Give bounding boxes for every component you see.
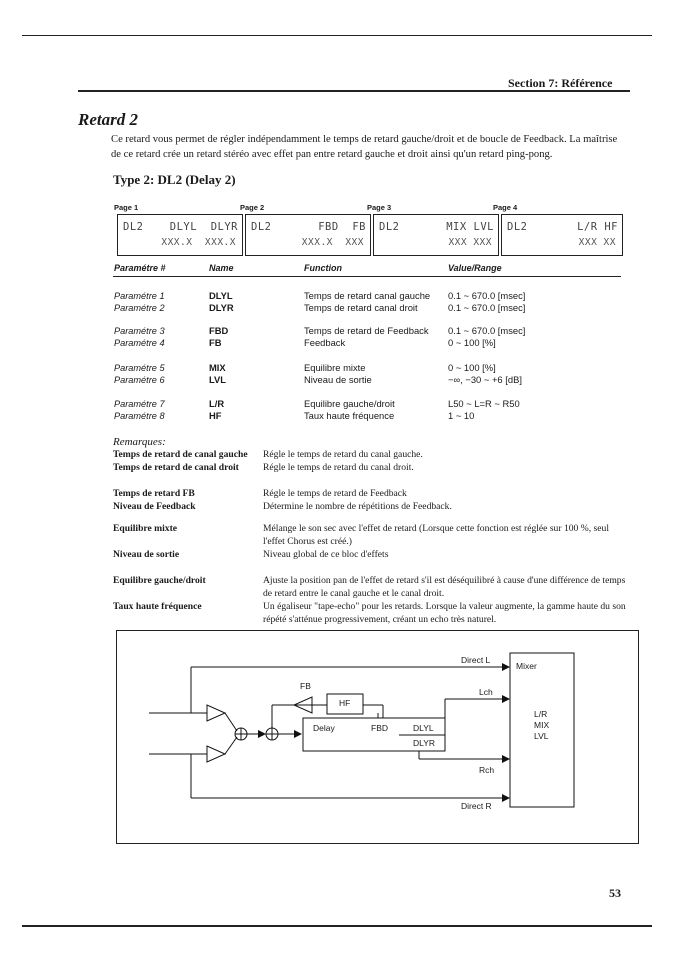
mixer-param: MIX	[534, 720, 550, 730]
param-number: Paramétre 7	[114, 399, 165, 409]
param-value: 1 ~ 10	[448, 410, 475, 421]
param-function: Temps de retard canal droit	[304, 302, 418, 313]
remark-term: Niveau de Feedback	[113, 501, 196, 512]
lcd-values: XXX XX	[578, 237, 616, 248]
dlyl-label: DLYL	[413, 723, 434, 733]
lcd-values: XXX XXX	[448, 237, 492, 248]
remark-desc: Niveau global de ce bloc d'effets	[263, 549, 389, 560]
lcd-page-3	[373, 214, 499, 256]
lcd-params: FBD FB	[318, 221, 366, 233]
dlyr-label: DLYR	[413, 738, 436, 748]
lcd-params: DLYL DLYR	[169, 221, 238, 233]
remark-term: Temps de retard de canal gauche	[113, 449, 248, 460]
remark-desc: Un égaliseur "tape-echo" pour les retards. Lorsque la valeur augmente, la gamme haute du son répété s'atténue progressivement, créant un echo très naturel.	[263, 601, 626, 625]
page-3-label: Page 3	[367, 203, 392, 212]
remark-desc: Régle le temps de retard du canal gauche.	[263, 449, 423, 460]
param-function: Temps de retard canal gauche	[304, 290, 431, 301]
direct-r-label: Direct R	[461, 801, 492, 811]
mixer-param: LVL	[534, 731, 549, 741]
col-header-value: Value/Range	[448, 263, 502, 273]
param-number: Paramétre 4	[114, 338, 165, 348]
param-name: DLYR	[209, 302, 234, 313]
param-value: 0.1 ~ 670.0 [msec]	[448, 325, 526, 336]
remarques-label: Remarques:	[113, 436, 166, 448]
param-function: Equilibre mixte	[304, 362, 366, 373]
lch-label: Lch	[479, 687, 493, 697]
section-title: Section 7: Référence	[508, 76, 613, 90]
delay-label: Delay	[313, 723, 335, 733]
param-number: Paramétre 3	[114, 326, 165, 336]
lcd-values: XXX.X XXX	[301, 237, 364, 248]
page-4-label: Page 4	[493, 203, 518, 212]
remark-term: Equilibre mixte	[113, 523, 178, 534]
param-function: Niveau de sortie	[304, 374, 372, 385]
diagram-svg	[117, 631, 638, 843]
page-1-label: Page 1	[114, 203, 139, 212]
param-number: Paramétre 2	[114, 303, 165, 313]
param-value: 0.1 ~ 670.0 [msec]	[448, 290, 526, 301]
param-value: L50 ~ L=R ~ R50	[448, 398, 520, 409]
page-title: Retard 2	[78, 110, 138, 129]
col-header-function: Function	[304, 263, 342, 273]
param-name: FBD	[209, 325, 229, 336]
lcd-mode: DL2	[123, 221, 144, 233]
lcd-mode: DL2	[251, 221, 272, 233]
param-function: Equilibre gauche/droit	[304, 398, 395, 409]
lcd-page-1	[117, 214, 243, 256]
param-value: 0 ~ 100 [%]	[448, 362, 496, 373]
param-number: Paramétre 6	[114, 375, 165, 385]
hf-label: HF	[339, 698, 351, 708]
fb-label: FB	[300, 681, 311, 691]
amp-triangle-r	[207, 746, 225, 762]
param-name: HF	[209, 410, 222, 421]
lcd-mode: DL2	[507, 221, 528, 233]
mixer-param: L/R	[534, 709, 548, 719]
param-function: Taux haute fréquence	[304, 410, 395, 421]
top-rule	[22, 35, 652, 36]
type-heading: Type 2: DL2 (Delay 2)	[113, 172, 236, 187]
bottom-rule	[22, 925, 652, 927]
remark-term: Niveau de sortie	[113, 549, 180, 560]
param-name: DLYL	[209, 290, 233, 301]
param-number: Paramétre 1	[114, 291, 165, 301]
mixer-label: Mixer	[516, 661, 537, 671]
lcd-values: XXX.X XXX.X	[161, 237, 236, 248]
table-header-rule	[113, 276, 621, 277]
lcd-mode: DL2	[379, 221, 400, 233]
col-header-name: Name	[209, 263, 234, 273]
fbd-label: FBD	[371, 723, 388, 733]
lcd-page-4	[501, 214, 623, 256]
remark-term: Temps de retard de canal droit	[113, 462, 239, 473]
col-header-param: Paramétre #	[114, 263, 166, 273]
remark-desc: Mélange le son sec avec l'effet de retard (Lorsque cette fonction est réglée sur 100 %, seul l'effet Chorus est créé.)	[263, 523, 609, 547]
remark-desc: Ajuste la position pan de l'effet de retard s'il est déséquilibré à cause d'une différence de temps de retard entre le canal gauche et le canal droit.	[263, 575, 626, 599]
param-name: FB	[209, 337, 222, 348]
amp-triangle-l	[207, 705, 225, 721]
remark-desc: Détermine le nombre de répétitions de Feedback.	[263, 501, 452, 512]
lcd-params: MIX LVL	[446, 221, 494, 233]
remark-term: Taux haute fréquence	[113, 601, 202, 612]
rch-label: Rch	[479, 765, 495, 775]
remark-desc: Régle le temps de retard de Feedback	[263, 488, 407, 499]
remark-desc: Régle le temps de retard du canal droit.	[263, 462, 414, 473]
param-value: 0.1 ~ 670.0 [msec]	[448, 302, 526, 313]
param-name: LVL	[209, 374, 227, 385]
page-number: 53	[609, 886, 621, 900]
param-value: −∞, −30 ~ +6 [dB]	[448, 374, 522, 385]
direct-l-label: Direct L	[461, 655, 491, 665]
remark-term: Temps de retard FB	[113, 488, 195, 499]
remark-term: Equilibre gauche/droit	[113, 575, 206, 586]
param-number: Paramétre 5	[114, 363, 165, 373]
param-function: Temps de retard de Feedback	[304, 325, 429, 336]
param-function: Feedback	[304, 337, 346, 348]
signal-flow-diagram	[116, 630, 639, 844]
param-value: 0 ~ 100 [%]	[448, 337, 496, 348]
param-name: MIX	[209, 362, 226, 373]
page-2-label: Page 2	[240, 203, 265, 212]
lcd-params: L/R HF	[577, 221, 618, 233]
param-number: Paramétre 8	[114, 411, 165, 421]
lcd-page-2	[245, 214, 371, 256]
mixer-params	[534, 709, 549, 742]
param-name: L/R	[209, 398, 225, 409]
intro-paragraph: Ce retard vous permet de régler indépendamment le temps de retard gauche/droit et de boucle de Feedback. La maîtrise de ce retard crée un retard stéréo avec effet pan entre retard gauche et droit ainsi qu'un retard ping-pong.	[111, 134, 618, 160]
